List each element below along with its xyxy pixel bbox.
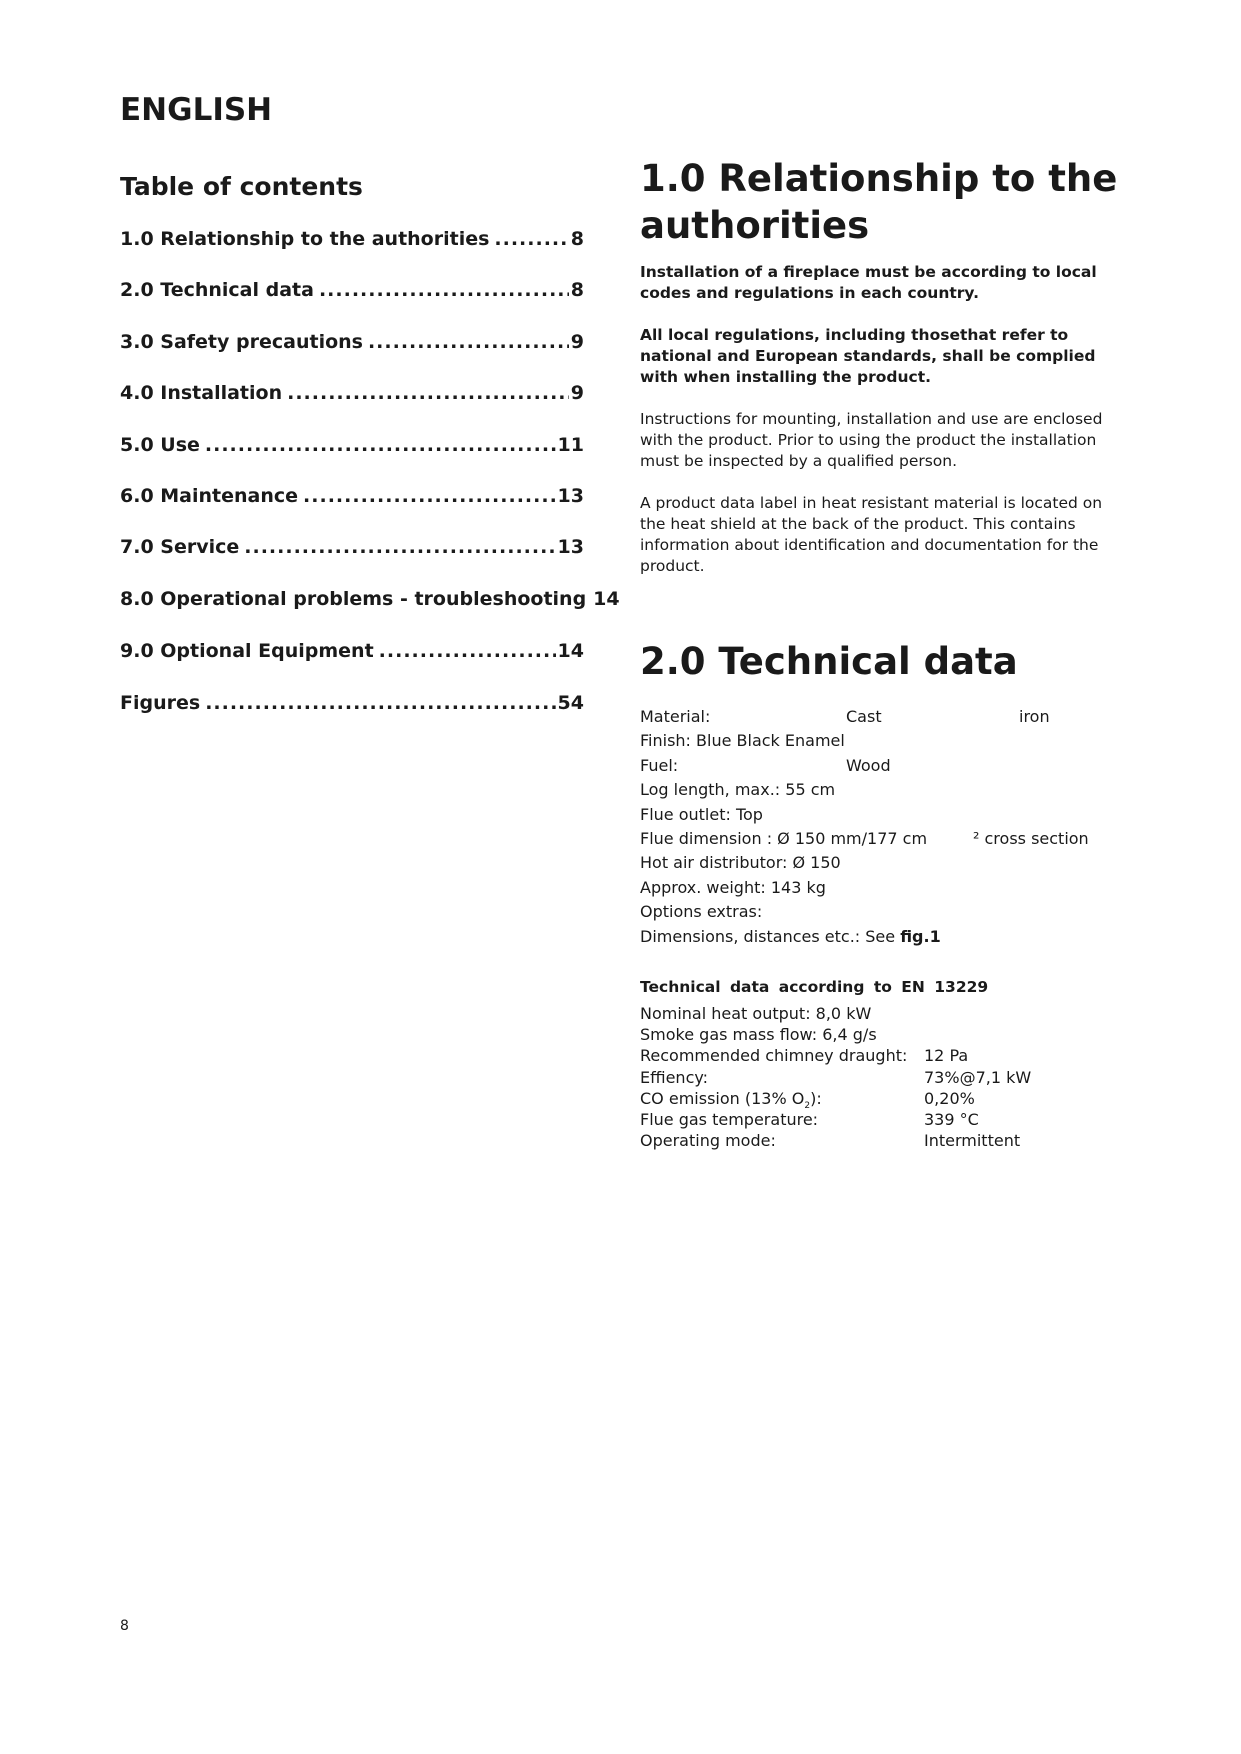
section1-paragraph-2: All local regulations, including thosethat refer to national and European standards, shall be complied with when installing the product. xyxy=(640,326,1096,386)
toc-leader xyxy=(368,331,569,353)
toc-item-label: 1.0 Relationship to the authorities xyxy=(120,228,490,250)
fuel-label: Fuel: xyxy=(640,755,679,775)
toc-leader xyxy=(244,536,555,558)
section1-heading: 1.0 Relationship to the authorities xyxy=(640,157,1118,247)
toc-item-label: 3.0 Safety precautions xyxy=(120,331,363,353)
smoke-gas-row: Smoke gas mass flow: 6,4 g/s xyxy=(640,1025,877,1045)
toc-item[interactable] xyxy=(120,279,584,331)
section1-paragraph-1: Installation of a fireplace must be according to local codes and regulations in each country. xyxy=(640,263,1097,302)
operating-mode-label: Operating mode: xyxy=(640,1131,776,1151)
toc-leader xyxy=(205,692,555,714)
toc-item-label: 9.0 Optional Equipment xyxy=(120,640,374,662)
toc-item-label: 8.0 Operational problems - troubleshooting xyxy=(120,588,587,610)
section2-heading: 2.0 Technical data xyxy=(640,640,1018,683)
toc-leader xyxy=(319,279,569,301)
toc-item-page: 13 xyxy=(557,536,584,558)
toc-leader xyxy=(494,228,568,250)
toc-leader xyxy=(379,640,556,662)
toc-item-page: 14 xyxy=(557,640,584,662)
technical-data-list xyxy=(640,705,1140,949)
section1-paragraph-3: Instructions for mounting, installation and use are enclosed with the product. Prior to using the product the installation must be inspected by a qualified person. xyxy=(640,410,1103,470)
flue-temperature-value: 339 °C xyxy=(924,1109,979,1129)
toc-item-page: 9 xyxy=(570,382,584,404)
toc-item-page: 11 xyxy=(557,434,584,456)
toc-item[interactable] xyxy=(120,331,584,382)
efficiency-label: Effiency: xyxy=(640,1067,709,1087)
material-row xyxy=(640,705,1140,729)
material-value-cast: Cast xyxy=(846,707,882,726)
dimensions-text: Dimensions, distances etc.: See xyxy=(640,926,901,946)
toc-item-label: Figures xyxy=(120,692,201,714)
co-emission-row xyxy=(640,1088,1140,1109)
chimney-draught-value: 12 Pa xyxy=(924,1046,969,1066)
flue-temperature-label: Flue gas temperature: xyxy=(640,1109,819,1129)
operating-mode-value: Intermittent xyxy=(924,1131,1021,1151)
toc-item[interactable] xyxy=(120,588,620,640)
co-emission-value: 0,20% xyxy=(924,1088,975,1108)
toc-leader xyxy=(205,434,556,456)
flue-temperature-row xyxy=(640,1109,1140,1130)
toc-item[interactable] xyxy=(120,434,584,485)
material-label: Material: xyxy=(640,707,711,726)
en13229-title: Technical data according to EN 13229 xyxy=(640,978,989,996)
log-length-row: Log length, max.: 55 cm xyxy=(640,780,836,800)
toc-leader xyxy=(303,485,556,507)
fuel-row xyxy=(640,754,1140,778)
toc-item[interactable] xyxy=(120,536,584,588)
toc-item-page: 9 xyxy=(570,331,584,353)
flue-outlet-row: Flue outlet: Top xyxy=(640,804,763,824)
section1-paragraph-4: A product data label in heat resistant material is located on the heat shield at the back of the product. This contains information about identification and documentation for the product. xyxy=(640,494,1103,575)
toc-item-page: 54 xyxy=(557,692,584,714)
toc-item[interactable] xyxy=(120,692,584,744)
toc-leader xyxy=(287,382,569,404)
toc-item[interactable] xyxy=(120,485,584,536)
nominal-output-row: Nominal heat output: 8,0 kW xyxy=(640,1004,872,1023)
flue-dimension-text: Flue dimension : Ø 150 mm/177 cm xyxy=(640,828,928,848)
toc-item-label: 2.0 Technical data xyxy=(120,279,314,301)
toc-item[interactable] xyxy=(120,228,584,279)
toc-item-page: 14 xyxy=(593,588,620,610)
language-heading: ENGLISH xyxy=(120,92,273,128)
dimensions-row xyxy=(640,925,1140,949)
flue-dimension-row xyxy=(640,827,1140,851)
en13229-data-list xyxy=(640,1003,1140,1151)
fuel-value: Wood xyxy=(846,755,891,775)
toc-item-label: 4.0 Installation xyxy=(120,382,283,404)
options-row: Options extras: xyxy=(640,902,763,922)
efficiency-value: 73%@7,1 kW xyxy=(924,1067,1032,1087)
weight-row: Approx. weight: 143 kg xyxy=(640,877,826,897)
toc-title: Table of contents xyxy=(120,172,363,201)
toc-item-label: 7.0 Service xyxy=(120,536,240,558)
table-of-contents xyxy=(120,228,620,744)
operating-mode-row xyxy=(640,1130,1140,1151)
toc-item[interactable] xyxy=(120,382,584,434)
chimney-draught-row xyxy=(640,1045,1140,1066)
page-number: 8 xyxy=(120,1618,129,1634)
figure-reference-link[interactable]: fig.1 xyxy=(900,926,941,946)
efficiency-row xyxy=(640,1067,1140,1088)
flue-dimension-suffix: ² cross section xyxy=(973,828,1089,848)
co-emission-label: CO emission (13% $O_2$): xyxy=(640,1088,822,1111)
finish-row: Finish: Blue Black Enamel xyxy=(640,731,845,751)
toc-item-label: 6.0 Maintenance xyxy=(120,485,299,507)
toc-item-page: 8 xyxy=(570,228,584,250)
toc-item-label: 5.0 Use xyxy=(120,434,200,456)
toc-item[interactable] xyxy=(120,640,584,692)
material-value-iron: iron xyxy=(1019,707,1050,726)
toc-item-page: 8 xyxy=(570,279,584,301)
hot-air-row: Hot air distributor: Ø 150 xyxy=(640,853,841,873)
chimney-draught-label: Recommended chimney draught: xyxy=(640,1046,908,1066)
toc-item-page: 13 xyxy=(557,485,584,507)
